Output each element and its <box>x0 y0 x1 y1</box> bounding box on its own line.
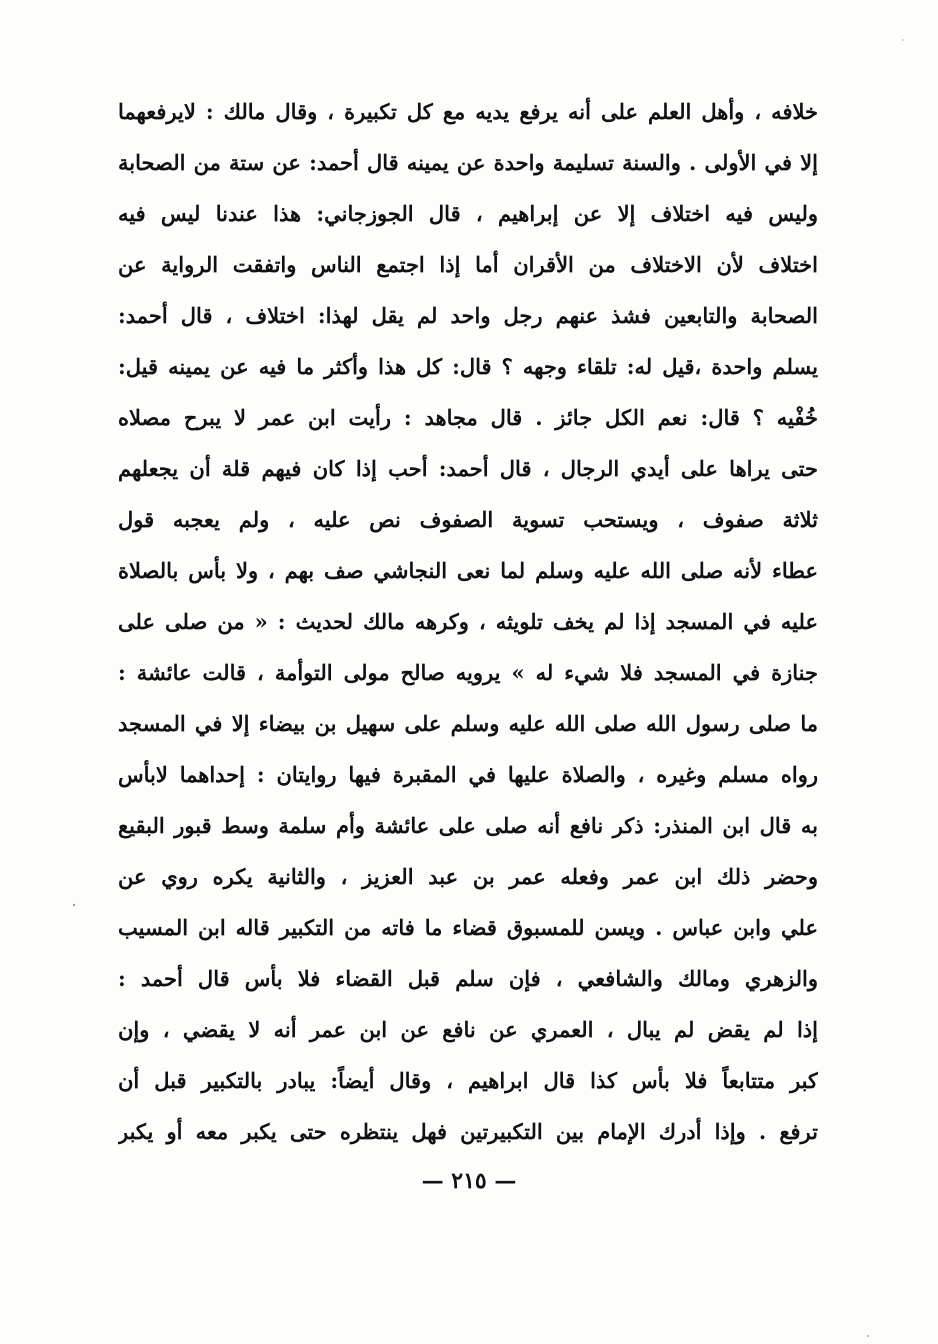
text-line: به قال ابن المنذر: ذكر نافع أنه صلى على عائشة وأم سلمة وسط قبور البقيع <box>118 813 818 838</box>
text-line: وحضر ذلك ابن عمر وفعله عمر بن عبد العزيز ، والثانية يكره روي عن <box>118 864 818 889</box>
text-line: اختلاف لأن الاختلاف من الأقران أما إذا اجتمع الناس واتفقت الرواية عن <box>118 252 818 277</box>
text-line: ترفع . وإذا أدرك الإمام بين التكبيرتين فهل ينتظره حتى يكبر معه أو يكبر <box>118 1119 818 1144</box>
body-text <box>118 86 818 1157</box>
text-line: خُفْيه ؟ قال: نعم الكل جائز . قال مجاهد : رأيت ابن عمر لا يبرح مصلاه <box>118 405 818 430</box>
page-number: — ٢١٥ — <box>421 1168 517 1194</box>
text-line: ثلاثة صفوف ، ويستحب تسوية الصفوف نص عليه ، ولم يعجبه قول <box>118 507 818 532</box>
text-line: جنازة في المسجد فلا شيء له » يرويه صالح مولى التوأمة ، قالت عائشة : <box>118 660 818 685</box>
text-line: كبر متتابعاً فلا بأس كذا قال ابراهيم ، وقال أيضاً: يبادر بالتكبير قبل أن <box>118 1068 818 1093</box>
text-line: عليه في المسجد إذا لم يخف تلويثه ، وكرهه مالك لحديث : « من صلى على <box>118 609 818 634</box>
text-line: عطاء لأنه صلى الله عليه وسلم لما نعى النجاشي صف بهم ، ولا بأس بالصلاة <box>118 558 818 583</box>
text-line: حتى يراها على أيدي الرجال ، قال أحمد: أحب إذا كان فيهم قلة أن يجعلهم <box>118 456 818 481</box>
text-line: والزهري ومالك والشافعي ، فإن سلم قبل القضاء فلا بأس قال أحمد : <box>118 966 818 991</box>
text-line: يسلم واحدة ،قيل له: تلقاء وجهه ؟ قال: كل هذا وأكثر ما فيه عن يمينه قيل: <box>118 354 818 379</box>
text-line: وليس فيه اختلاف إلا عن إبراهيم ، قال الجوزجاني: هذا عندنا ليس فيه <box>118 201 818 226</box>
text-line: الصحابة والتابعين فشذ عنهم رجل واحد لم يقل لهذا: اختلاف ، قال أحمد: <box>118 303 818 328</box>
text-line: إذا لم يقض لم يبال ، العمري عن نافع عن ابن عمر أنه لا يقضي ، وإن <box>118 1017 818 1042</box>
text-line: خلافه ، وأهل العلم على أنه يرفع يديه مع كل تكبيرة ، وقال مالك : لايرفعهما <box>118 99 818 124</box>
text-line: ما صلى رسول الله صلى الله عليه وسلم على سهيل بن بيضاء إلا في المسجد <box>118 711 818 736</box>
text-line: إلا في الأولى . والسنة تسليمة واحدة عن يمينه قال أحمد: عن ستة من الصحابة <box>118 150 818 175</box>
text-line: علي وابن عباس . ويسن للمسبوق قضاء ما فاته من التكبير قاله ابن المسيب <box>118 915 818 940</box>
text-line: رواه مسلم وغيره ، والصلاة عليها في المقبرة فيها روايتان : إحداهما لابأس <box>118 762 818 787</box>
